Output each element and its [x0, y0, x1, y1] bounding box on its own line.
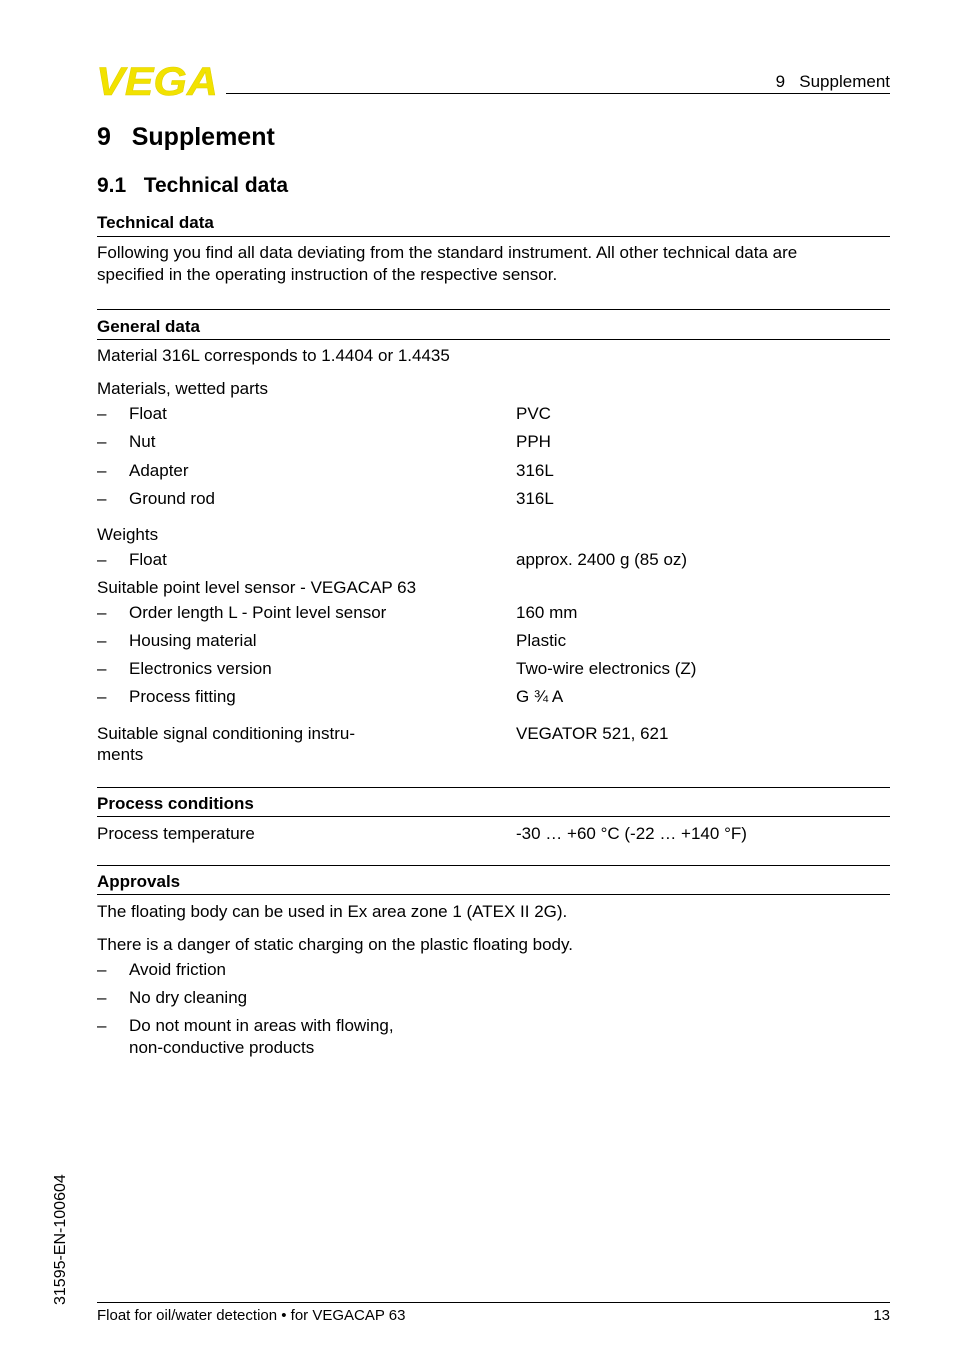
wetted-value: 316L: [516, 461, 554, 480]
approvals-line-1: The floating body can be used in Ex area zone 1 (ATEX II 2G).: [97, 902, 568, 921]
sensor-label: Electronics version: [129, 659, 272, 678]
approvals-line-2: There is a danger of static charging on the plastic floating body.: [97, 935, 573, 954]
list-dash: –: [97, 461, 107, 480]
chapter-title: 9 Supplement: [97, 123, 275, 151]
intro-line-1: Following you find all data deviating from the standard instrument. All other technical data are: [97, 243, 798, 262]
wetted-value: PPH: [516, 432, 551, 451]
sensor-label: Order length L - Point level sensor: [129, 603, 387, 622]
vega-logo: [96, 64, 220, 98]
sensor-label: Process fitting: [129, 687, 236, 706]
subsection-rule: [97, 236, 890, 237]
svg-text:VEGA: VEGA: [96, 64, 218, 98]
general-top-rule: [97, 309, 890, 310]
signal-label-2: ments: [97, 745, 144, 764]
header-rule: [226, 93, 890, 94]
approvals-top-rule: [97, 865, 890, 866]
list-dash: –: [97, 432, 107, 451]
header-section: 9 Supplement: [775, 72, 890, 91]
temp-label: Process temperature: [97, 824, 255, 843]
approval-item-cont: non-conductive products: [129, 1038, 315, 1057]
material-note: Material 316L corresponds to 1.4404 or 1.4435: [97, 346, 450, 365]
temp-value: -30 … +60 °C (-22 … +140 °F): [516, 824, 747, 843]
sensor-label: Housing material: [129, 631, 257, 650]
wetted-label: Nut: [129, 432, 156, 451]
general-bottom-rule: [97, 339, 890, 340]
weight-value: approx. 2400 g (85 oz): [516, 550, 688, 569]
subsection-title: Technical data: [97, 213, 214, 232]
sensor-value: Two-wire electronics (Z): [516, 659, 697, 678]
sensor-title: Suitable point level sensor - VEGACAP 63: [97, 578, 417, 597]
list-dash: –: [97, 550, 107, 569]
intro-line-2: specified in the operating instruction of the respective sensor.: [97, 265, 558, 284]
process-heading: Process conditions: [97, 794, 254, 813]
document-id: 31595-EN-100604: [52, 1174, 69, 1305]
list-dash: –: [97, 1016, 107, 1035]
list-dash: –: [97, 960, 107, 979]
signal-label-1: Suitable signal conditioning instru-: [97, 724, 355, 743]
list-dash: –: [97, 603, 107, 622]
list-dash: –: [97, 988, 107, 1007]
wetted-label: Float: [129, 404, 167, 423]
weights-title: Weights: [97, 525, 159, 544]
sensor-value: 160 mm: [516, 603, 578, 622]
wetted-value: PVC: [516, 404, 551, 423]
approvals-heading: Approvals: [97, 872, 181, 891]
general-heading: General data: [97, 317, 200, 336]
page-number: 13: [873, 1307, 890, 1324]
sensor-value: G ¾ A: [516, 687, 564, 706]
section-title: 9.1 Technical data: [97, 174, 289, 197]
weight-label: Float: [129, 550, 167, 569]
list-dash: –: [97, 631, 107, 650]
footer-title: Float for oil/water detection • for VEGACAP 63: [97, 1307, 406, 1324]
approvals-bottom-rule: [97, 894, 890, 895]
list-dash: –: [97, 489, 107, 508]
list-dash: –: [97, 404, 107, 423]
list-dash: –: [97, 687, 107, 706]
footer-rule: [97, 1302, 890, 1303]
approval-item: No dry cleaning: [129, 988, 248, 1007]
approval-item: Do not mount in areas with flowing,: [129, 1016, 394, 1035]
signal-value: VEGATOR 521, 621: [516, 724, 669, 743]
sensor-value: Plastic: [516, 631, 567, 650]
process-bottom-rule: [97, 816, 890, 817]
wetted-value: 316L: [516, 489, 554, 508]
list-dash: –: [97, 659, 107, 678]
wetted-label: Ground rod: [129, 489, 215, 508]
wetted-title: Materials, wetted parts: [97, 379, 269, 398]
approval-item: Avoid friction: [129, 960, 227, 979]
wetted-label: Adapter: [129, 461, 189, 480]
process-top-rule: [97, 787, 890, 788]
